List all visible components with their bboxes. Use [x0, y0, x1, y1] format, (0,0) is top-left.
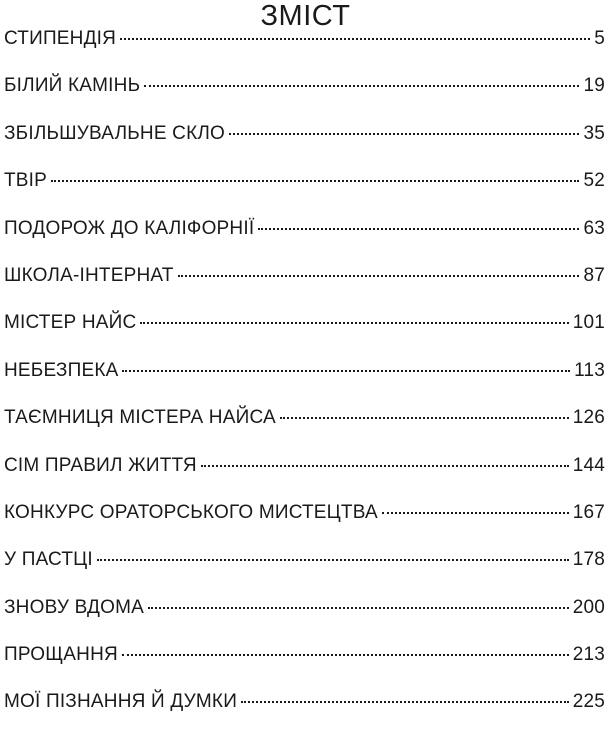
toc-entry [4, 263, 605, 310]
toc-entry-page: 113 [574, 359, 605, 381]
toc-entry-title: ПРОЩАННЯ [4, 644, 118, 666]
toc-entry [4, 689, 605, 736]
toc-entry [4, 595, 605, 642]
dot-leader [144, 85, 579, 87]
dot-leader [241, 701, 569, 703]
dot-leader [122, 370, 570, 372]
toc-entry-page: 126 [572, 407, 605, 429]
toc-entry [4, 73, 605, 120]
toc-entry-title: ЗНОВУ ВДОМА [4, 596, 144, 618]
toc-entry [4, 310, 605, 357]
toc-entry [4, 26, 605, 73]
table-of-contents [4, 26, 605, 737]
dot-leader [258, 228, 579, 230]
toc-entry-page: 200 [572, 596, 605, 618]
toc-entry-page: 101 [572, 312, 605, 334]
dot-leader [122, 654, 569, 656]
toc-entry [4, 453, 605, 500]
toc-entry-title: МІСТЕР НАЙС [4, 312, 137, 334]
toc-entry-page: 5 [594, 28, 605, 49]
toc-entry [4, 358, 605, 405]
toc-entry-page: 63 [583, 217, 605, 239]
dot-leader [201, 465, 569, 467]
toc-entry-title: НЕБЕЗПЕКА [4, 359, 119, 381]
toc-entry-title: ТАЄМНИЦЯ МІСТЕРА НАЙСА [4, 407, 276, 429]
toc-entry-page: 35 [583, 122, 605, 144]
dot-leader [229, 133, 579, 135]
toc-entry [4, 216, 605, 263]
toc-entry-page: 19 [583, 75, 605, 97]
toc-entry [4, 500, 605, 547]
toc-entry-title: СТИПЕНДІЯ [4, 28, 117, 49]
toc-entry-page: 178 [572, 549, 605, 571]
toc-entry-page: 225 [572, 691, 605, 713]
toc-entry-title: МОЇ ПІЗНАННЯ Й ДУМКИ [4, 691, 238, 713]
toc-entry-page: 52 [583, 170, 605, 192]
toc-entry [4, 547, 605, 594]
page-title: ЗМІСТ [260, 0, 351, 32]
dot-leader [148, 607, 569, 609]
dot-leader [120, 38, 590, 40]
toc-entry-title: ПОДОРОЖ ДО КАЛІФОРНІЇ [4, 217, 255, 239]
toc-entry [4, 642, 605, 689]
dot-leader [51, 180, 579, 182]
toc-entry-title: КОНКУРС ОРАТОРСЬКОГО МИСТЕЦТВА [4, 501, 378, 523]
dot-leader [140, 322, 568, 324]
toc-entry-page: 213 [572, 644, 605, 666]
toc-entry [4, 168, 605, 215]
toc-entry-title: СІМ ПРАВИЛ ЖИТТЯ [4, 454, 197, 476]
toc-entry-title: ШКОЛА-ІНТЕРНАТ [4, 264, 174, 286]
toc-entry-title: У ПАСТЦІ [4, 549, 93, 571]
toc-entry-page: 144 [572, 454, 605, 476]
toc-entry [4, 121, 605, 168]
dot-leader [280, 417, 569, 419]
toc-entry-page: 167 [572, 501, 605, 523]
dot-leader [178, 275, 580, 277]
toc-entry [4, 405, 605, 452]
toc-entry-title: ЗБІЛЬШУВАЛЬНЕ СКЛО [4, 122, 226, 144]
toc-entry-page: 87 [583, 264, 605, 286]
dot-leader [382, 512, 569, 514]
toc-entry-title: ТВІР [4, 170, 48, 192]
toc-entry-title: БІЛИЙ КАМІНЬ [4, 75, 141, 97]
dot-leader [97, 559, 569, 561]
